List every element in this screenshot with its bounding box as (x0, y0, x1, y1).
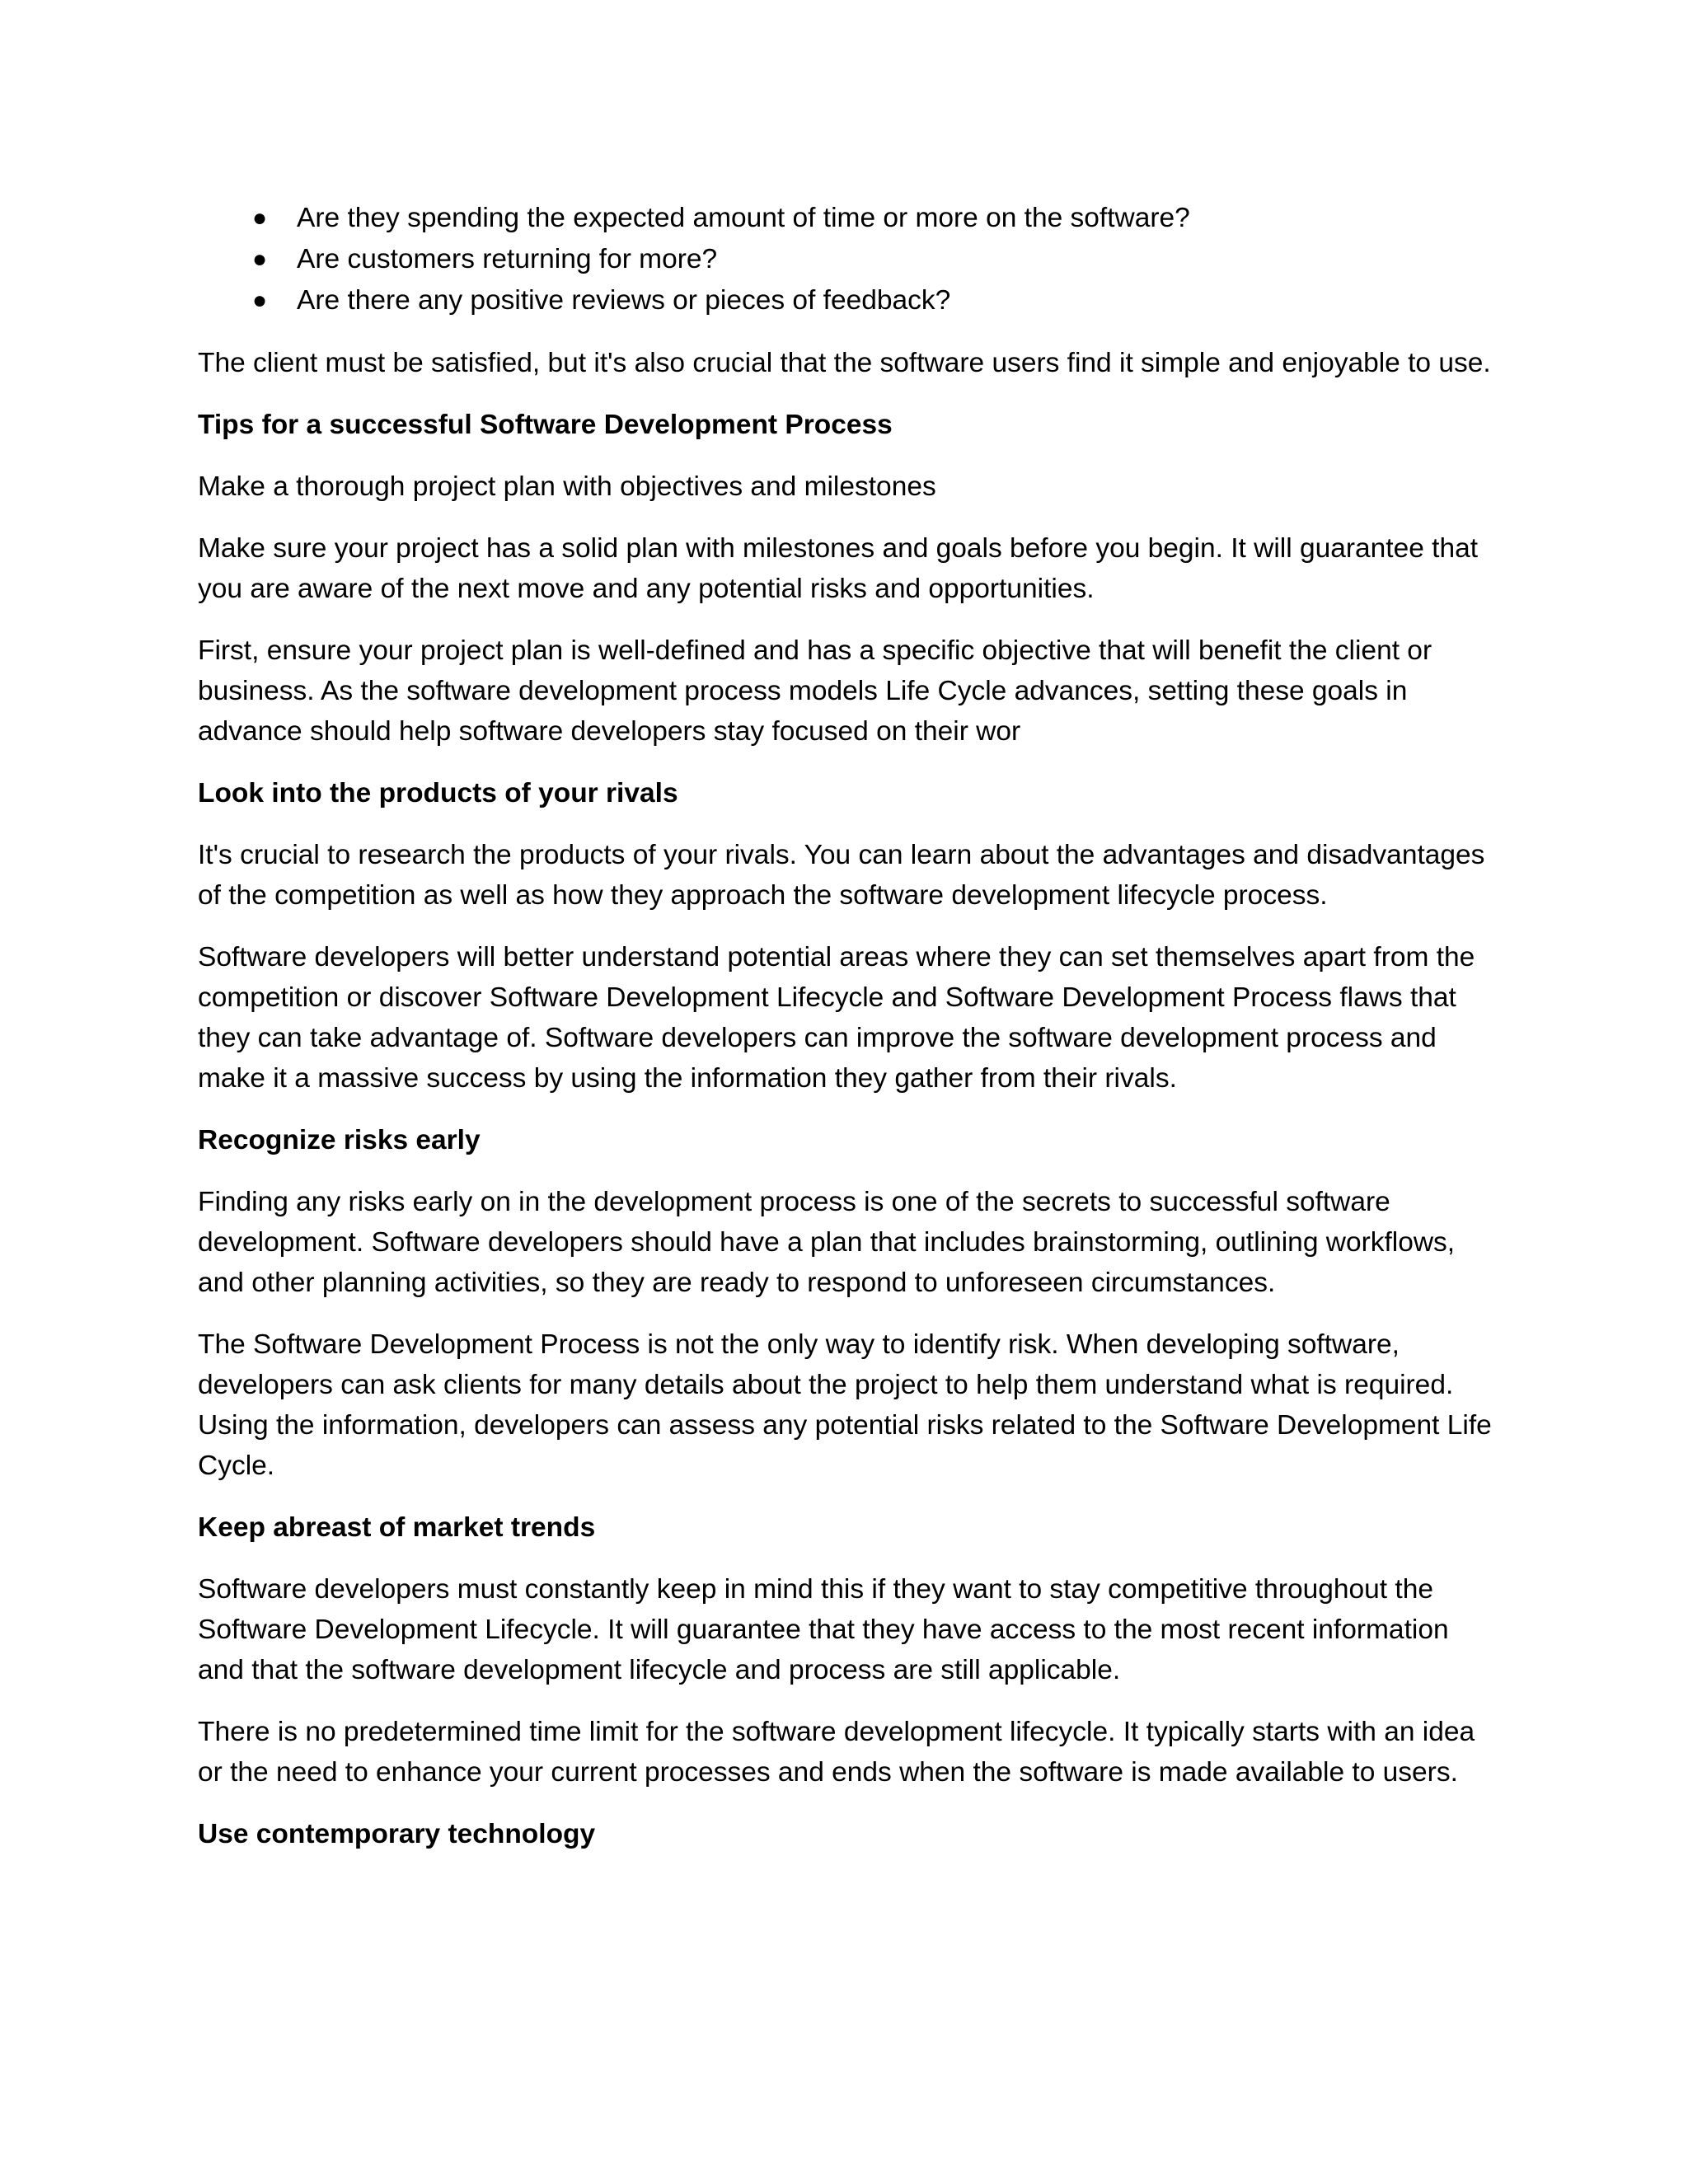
paragraph: The client must be satisfied, but it's also crucial that the software users find it simple and enjoyable to use. (198, 348, 1491, 378)
list-item (198, 239, 1500, 280)
paragraph: Make a thorough project plan with objectives and milestones (198, 471, 936, 502)
bullet-icon: ● (251, 287, 268, 314)
list-item-text: Are customers returning for more? (297, 244, 718, 274)
paragraph: Make sure your project has a solid plan with milestones and goals before you begin. It will guarantee that you are aware of the next move and any potential risks and opportunities. (198, 533, 1479, 604)
section-heading: Keep abreast of market trends (198, 1512, 596, 1543)
paragraph: It's crucial to research the products of your rivals. You can learn about the advantages and disadvantages of the competition as well as how they approach the software development lifecycle process. (198, 840, 1485, 911)
section-heading: Use contemporary technology (198, 1819, 596, 1849)
section-heading: Look into the products of your rivals (198, 778, 678, 808)
list-item (198, 280, 1500, 321)
paragraph: Software developers must constantly keep in mind this if they want to stay competitive throughout the Software Development Lifecycle. It will guarantee that they have access to the most recent information and that the software development lifecycle and process are still applicable. (198, 1574, 1449, 1685)
paragraph: Software developers will better understand potential areas where they can set themselves apart from the competition or discover Software Development Lifecycle and Software Development Process flaws that they can take advantage of. Software developers can improve the software development process and make it a massive success by using the information they gather from their rivals. (198, 942, 1475, 1094)
bullet-list (198, 198, 1500, 321)
list-item (198, 198, 1500, 239)
document-page (198, 198, 1500, 1876)
paragraph: First, ensure your project plan is well-defined and has a specific objective that will benefit the client or business. As the software development process models Life Cycle advances, setting these goals in advance should help software developers stay focused on their wor (198, 635, 1432, 747)
bullet-icon: ● (251, 204, 268, 232)
list-item-text: Are there any positive reviews or pieces of feedback? (297, 285, 951, 316)
paragraph: The Software Development Process is not the only way to identify risk. When developing software, developers can ask clients for many details about the project to help them understand what is required. Using the information, developers can assess any potential risks related to the Software Development Life Cycle. (198, 1329, 1492, 1481)
section-heading: Recognize risks early (198, 1125, 481, 1155)
list-item-text: Are they spending the expected amount of time or more on the software? (297, 203, 1190, 233)
paragraph: Finding any risks early on in the development process is one of the secrets to successful software development. Software developers should have a plan that includes brainstorming, outlining workflows, and other planning activities, so they are ready to respond to unforeseen circumstances. (198, 1187, 1456, 1298)
bullet-icon: ● (251, 246, 268, 273)
paragraph: There is no predetermined time limit for the software development lifecycle. It typically starts with an idea or the need to enhance your current processes and ends when the software is made available to users. (198, 1717, 1475, 1788)
section-heading: Tips for a successful Software Development Process (198, 410, 893, 440)
